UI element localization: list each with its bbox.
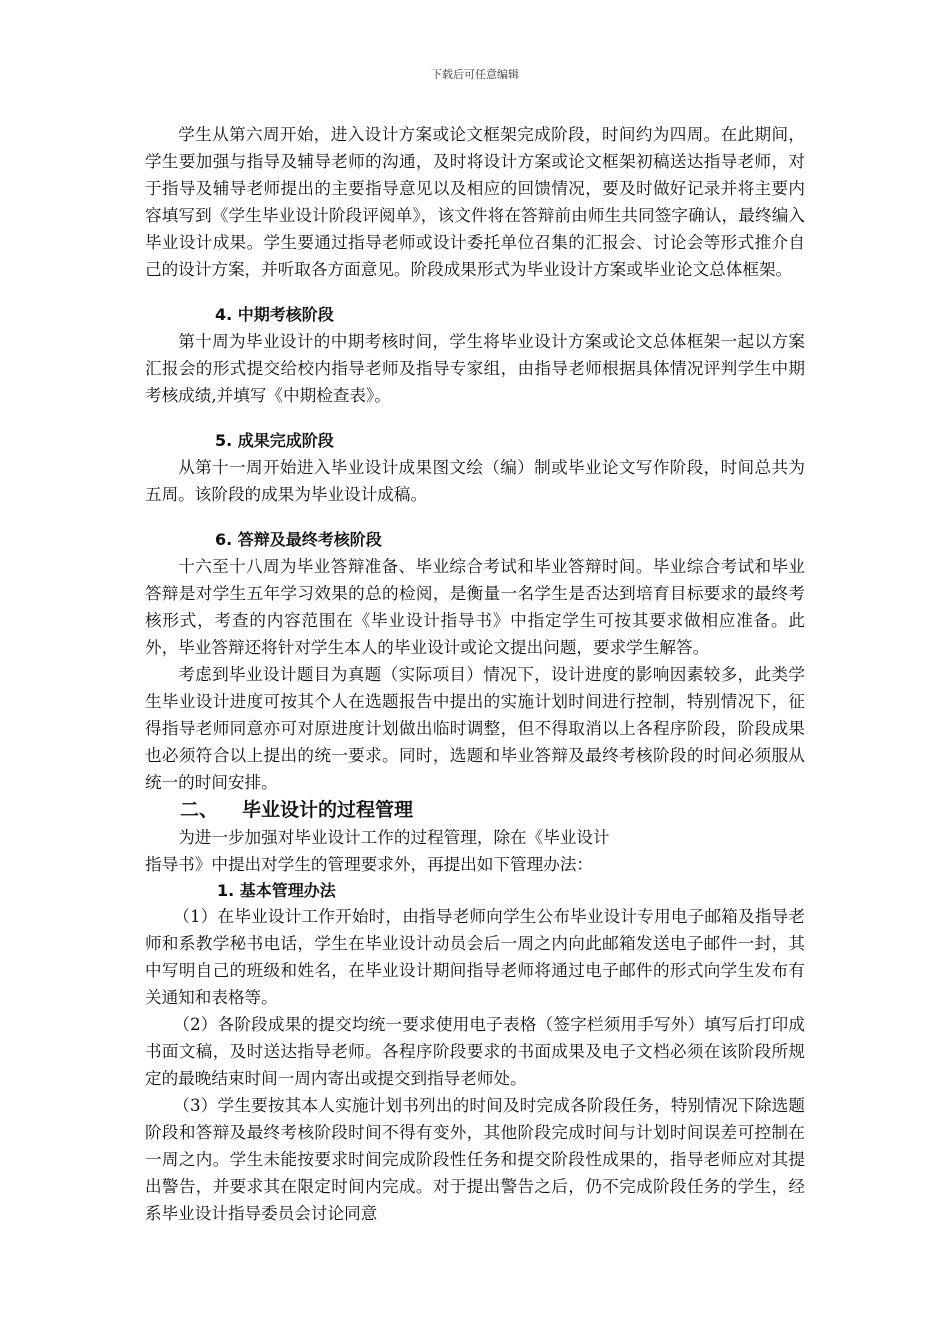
intro-line-1: 为进一步加强对毕业设计工作的过程管理，除在《毕业设计 (178, 828, 610, 847)
page-header: 下载后可任意编辑 (431, 68, 519, 81)
intro-line-2: 指导书》中提出对学生的管理要求外，再提出如下管理办法： (145, 855, 594, 874)
chapter-title: 毕业设计的过程管理 (242, 799, 414, 821)
subsection-heading-1: 1. 基本管理办法 (217, 881, 336, 900)
paragraph-stage-6a: 十六至十八周为毕业答辩准备、毕业综合考试和毕业答辩时间。毕业综合考试和毕业答辩是对学生五年学习效果的总的检阅，是衡量一名学生是否达到培育目标要求的最终考核形式，考查的内容范围在《毕业设计指导书》中指定学生可按其要求做相应准备。此外，毕业答辩还将针对学生本人的毕业设计或论文提出问题，要求学生解答。 (145, 557, 805, 657)
paragraph-stage-6b: 考虑到毕业设计题目为真题（实际项目）情况下，设计进度的影响因素较多，此类学生毕业设计进度可按其个人在选题报告中提出的实施计划时间进行控制，特别情况下，征得指导老师同意亦可对原进度计划做出临时调整，但不得取消以上各程序阶段，阶段成果也必须符合以上提出的统一要求。同时，选题和毕业答辩及最终考核阶段的时间必须服从统一的时间安排。 (145, 665, 805, 792)
management-item-1: （1）在毕业设计工作开始时，由指导老师向学生公布毕业设计专用电子邮箱及指导老师和系教学秘书电话，学生在毕业设计动员会后一周之内向此邮箱发送电子邮件一封，其中写明自己的班级和姓名，在毕业设计期间指导老师将通过电子邮件的形式向学生发布有关通知和表格等。 (145, 907, 805, 1007)
chapter-number: 二、 (180, 799, 219, 821)
chapter-heading (145, 796, 805, 824)
section-heading-4: 4. 中期考核阶段 (215, 305, 334, 324)
document-body (145, 121, 805, 1227)
paragraph-stage-4: 第十周为毕业设计的中期考核时间，学生将毕业设计方案或论文总体框架一起以方案汇报会的形式提交给校内指导老师及指导专家组，由指导老师根据具体情况评判学生中期考核成绩,并填写《中期检查表》。 (145, 332, 805, 405)
section-heading-5: 5. 成果完成阶段 (215, 431, 334, 450)
paragraph-stage-5: 从第十一周开始进入毕业设计成果图文绘（编）制或毕业论文写作阶段，时间总共为五周。该阶段的成果为毕业设计成稿。 (145, 458, 805, 504)
management-item-3: （3）学生要按其本人实施计划书列出的时间及时完成各阶段任务，特别情况下除选题阶段和答辩及最终考核阶段时间不得有变外，其他阶段完成时间与计划时间误差可控制在一周之内。学生未能按要求时间完成阶段性任务和提交阶段性成果的，指导老师应对其提出警告，并要求其在限定时间内完成。对于提出警告之后，仍不完成阶段任务的学生，经系毕业设计指导委员会讨论同意 (145, 1096, 805, 1223)
paragraph-stage-3: 学生从第六周开始，进入设计方案或论文框架完成阶段，时间约为四周。在此期间，学生要加强与指导及辅导老师的沟通，及时将设计方案或论文框架初稿送达指导老师，对于指导及辅导老师提出的主要指导意见以及相应的回馈情况，要及时做好记录并将主要内容填写到《学生毕业设计阶段评阅单》，该文件将在答辩前由师生共同签字确认，最终编入毕业设计成果。学生要通过指导老师或设计委托单位召集的汇报会、讨论会等形式推介自己的设计方案，并听取各方面意见。阶段成果形式为毕业设计方案或毕业论文总体框架。 (145, 125, 805, 279)
section-heading-6: 6. 答辩及最终考核阶段 (215, 530, 382, 549)
management-item-2: （2）各阶段成果的提交均统一要求使用电子表格（签字栏须用手写外）填写后打印成书面文稿，及时送达指导老师。各程序阶段要求的书面成果及电子文档必须在该阶段所规定的最晚结束时间一周内寄出或提交到指导老师处。 (145, 1015, 805, 1088)
